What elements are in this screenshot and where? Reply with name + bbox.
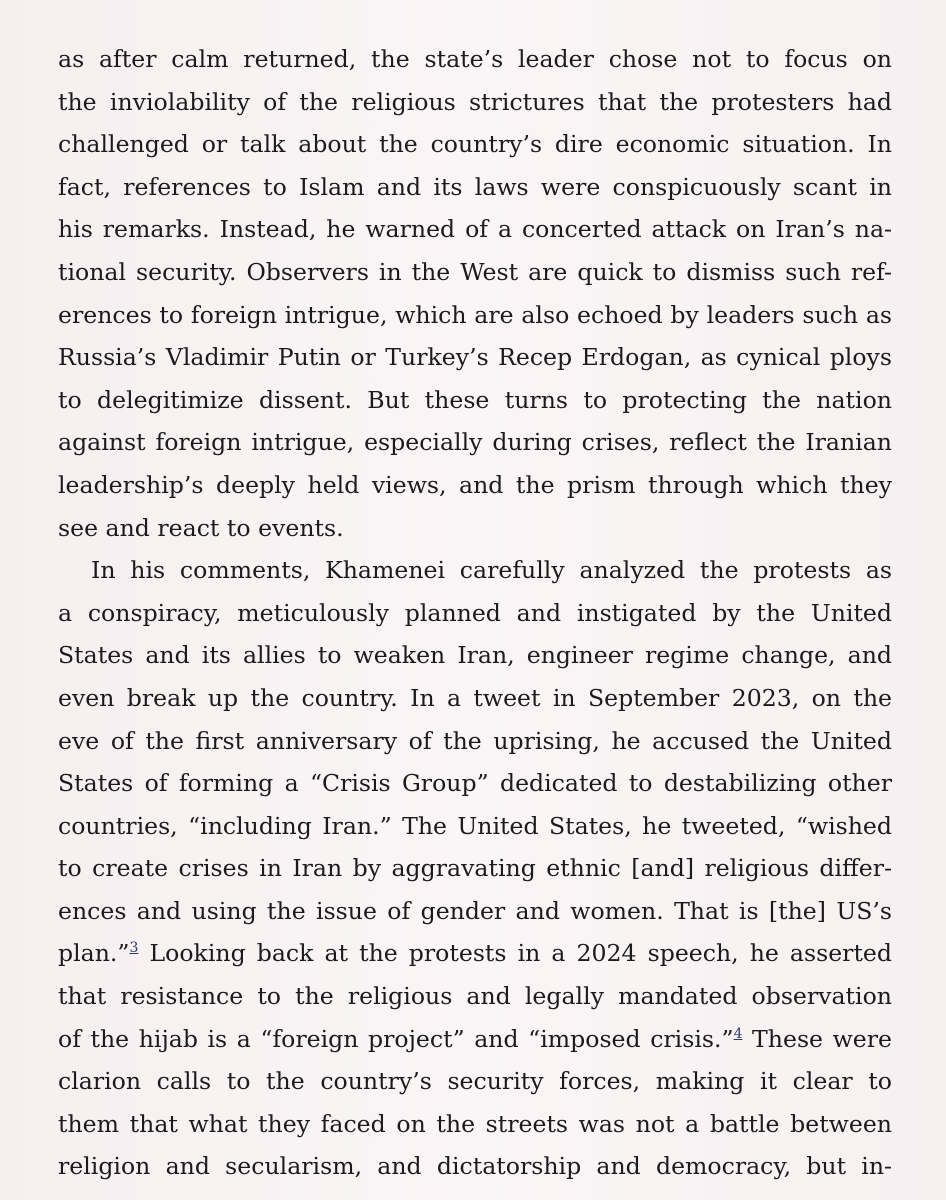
text-line: challenged or talk about the country’s dire economic situation. In xyxy=(58,130,892,159)
text-line: the inviolability of the religious strictures that the protesters had xyxy=(58,87,892,116)
text-line: leadership’s deeply held views, and the prism through which they xyxy=(58,470,892,499)
text-line: against foreign intrigue, especially during crises, reflect the Iranian xyxy=(58,428,892,457)
text-segment: plan.” xyxy=(58,939,130,968)
text-line: eve of the first anniversary of the uprising, he accused the United xyxy=(58,726,892,755)
text-segment: of the hijab is a “foreign project” and “imposed crisis.” xyxy=(58,1024,734,1053)
text-line: erences to foreign intrigue, which are also echoed by leaders such as xyxy=(58,300,892,329)
text-line: States of forming a “Crisis Group” dedicated to destabilizing other xyxy=(58,769,892,798)
text-line: fact, references to Islam and its laws were conspicuously scant in xyxy=(58,172,892,201)
text-line: tional security. Observers in the West are quick to dismiss such ref- xyxy=(58,257,892,286)
text-line-with-footnote xyxy=(58,932,892,975)
text-line: his remarks. Instead, he warned of a concerted attack on Iran’s na- xyxy=(58,215,892,244)
text-line-with-footnote xyxy=(58,1018,892,1061)
text-line: clarion calls to the country’s security forces, making it clear to xyxy=(58,1067,892,1096)
text-line: States and its allies to weaken Iran, engineer regime change, and xyxy=(58,641,892,670)
text-line: them that what they faced on the streets was not a battle between xyxy=(58,1109,892,1138)
text-line: that resistance to the religious and legally mandated observation xyxy=(58,982,892,1011)
text-line-paragraph-start: In his comments, Khamenei carefully analyzed the protests as xyxy=(91,556,892,585)
text-line: religion and secularism, and dictatorship and democracy, but in- xyxy=(58,1152,892,1181)
footnote-reference-4[interactable]: 4 xyxy=(733,1025,743,1042)
text-line: as after calm returned, the state’s leader chose not to focus on xyxy=(58,45,892,73)
text-segment: Looking back at the protests in a 2024 speech, he asserted xyxy=(138,939,892,968)
text-line-paragraph-end: see and react to events. xyxy=(58,513,344,542)
footnote-reference-3[interactable]: 3 xyxy=(129,940,139,957)
text-line: to delegitimize dissent. But these turns to protecting the nation xyxy=(58,385,892,414)
text-line: a conspiracy, meticulously planned and instigated by the United xyxy=(58,598,892,627)
body-text xyxy=(58,38,892,1188)
text-line: countries, “including Iran.” The United States, he tweeted, “wished xyxy=(58,811,892,840)
text-line: Russia’s Vladimir Putin or Turkey’s Recep Erdogan, as cynical ploys xyxy=(58,343,892,372)
text-segment: These were xyxy=(742,1024,892,1053)
text-line: even break up the country. In a tweet in September 2023, on the xyxy=(58,683,892,712)
text-line: to create crises in Iran by aggravating ethnic [and] religious differ- xyxy=(58,854,892,883)
text-line: ences and using the issue of gender and women. That is [the] US’s xyxy=(58,896,892,925)
